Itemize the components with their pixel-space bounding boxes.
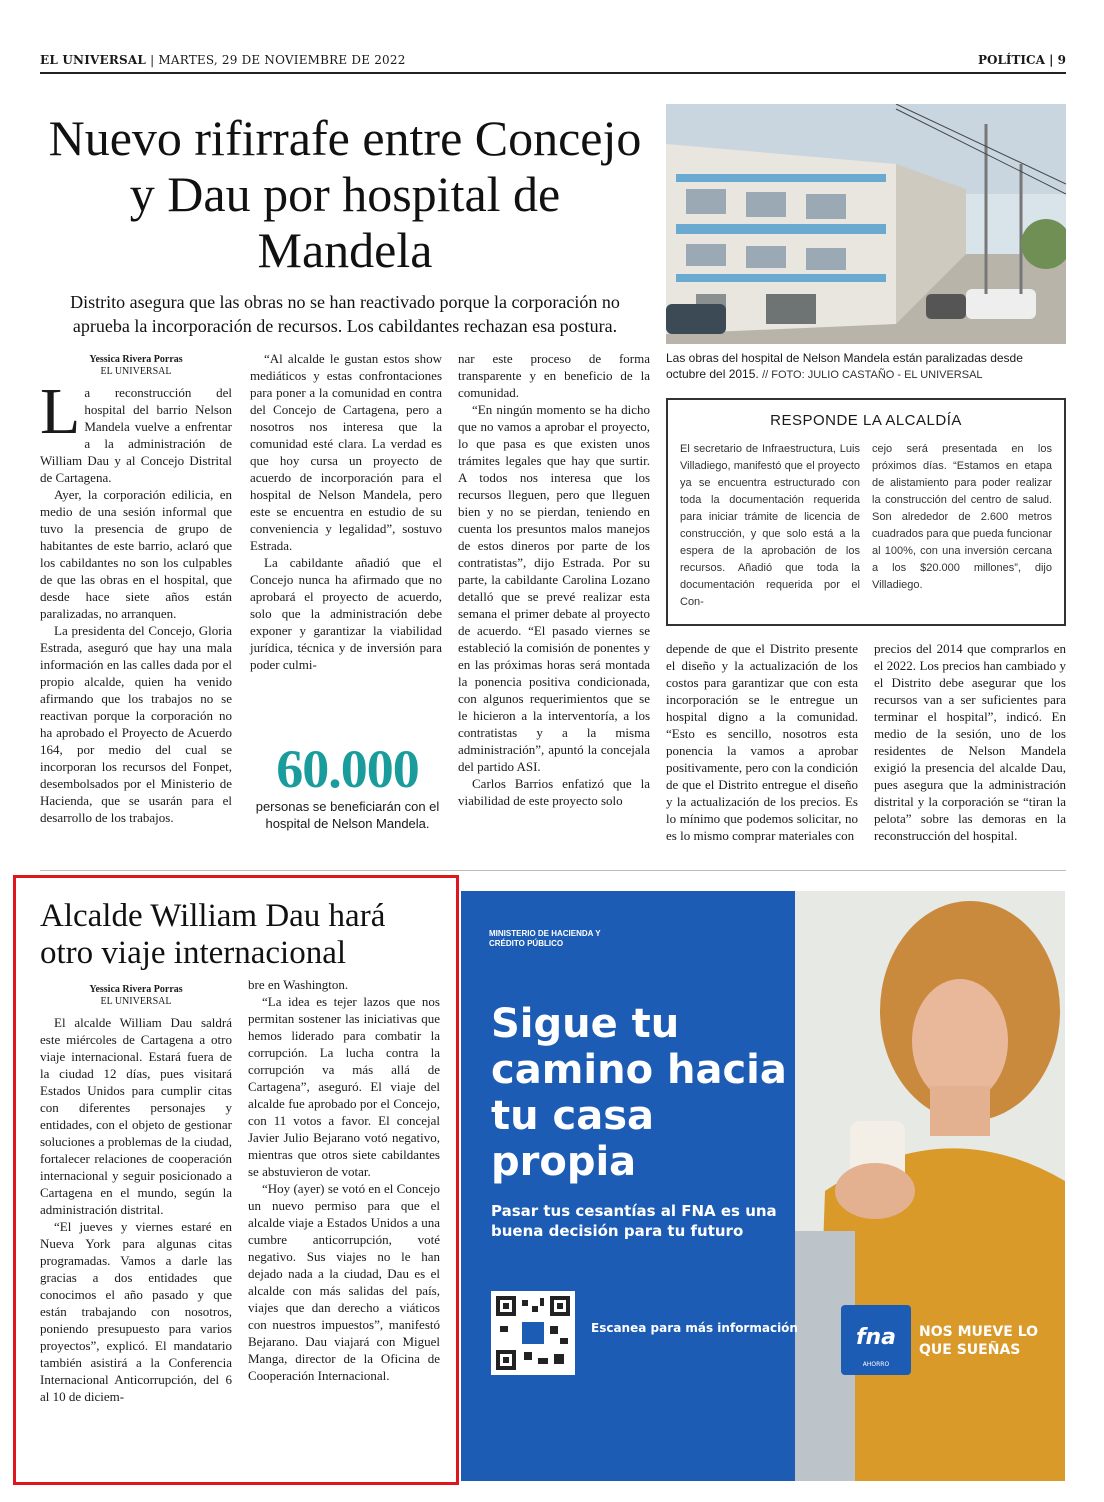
paragraph: precios del 2014 que comprarlos en el 2022. Los precios han cambiado y el Distrito debe asegurar que los recursos van a ser suficientes para terminar el hospital”, indicó. En medio de la sesión, uno de los residentes de Nelson Mandela exigió la presencia del alcalde Dau, pues asegura que la administración distrital y la corporación se “tiran la pelota” sobre las demoras en la reconstrucción del hospital. bbox=[874, 641, 1066, 843]
article-column-2 bbox=[250, 350, 442, 673]
second-author-outlet: EL UNIVERSAL bbox=[100, 996, 172, 1007]
fna-slogan: NOS MUEVE LO QUE SUEÑAS bbox=[919, 1324, 1039, 1358]
page-header: EL UNIVERSAL | MARTES, 29 DE NOVIEMBRE DE 2022 POLÍTICA | 9 bbox=[40, 52, 1066, 74]
newspaper-name: EL UNIVERSAL bbox=[40, 53, 147, 67]
article-column-1: Yessica Rivera Porras EL UNIVERSAL La reconstrucción del hospital del barrio Nelson Mandela vuelve a enfrentar a la administración de William Dau y al Concejo Distrital de Cartagena. Ayer, la corporación edilicia, en medio de una sesión informal que tuvo la presencia de grupo de habitantes de este barrio, aclaró que los cabildantes no son los culpables de que las obras en el hospital, que desde hace siete años están paralizadas, no arranquen. La presidenta del Concejo, Gloria Estrada, aseguró que hay una mala información en las calles dada por el propio alcalde, quien ha venido afirmando que los trabajos no se reactivan porque la corporación no ha aprobado el Proyecto de Acuerdo 164, por medio del cual se incorporan los recursos del Fonpet, desembolsados por el Ministerio de Hacienda, que se usarán para el desarrollo de los trabajos. bbox=[40, 354, 232, 825]
stat-text: personas se beneficiarán con el hospital de Nelson Mandela. bbox=[255, 799, 440, 831]
paragraph: “El jueves y viernes estaré en Nueva York para algunas citas programadas. Vamos a darle las gracias a dos entidades que conocimos el año pasado y que están trabajando con nosotros, poniendo presupuesto para varios proyectos”, explicó. El mandatario también asistirá a la Conferencia Internacional Anticorrupción, del 6 al 10 de diciem- bbox=[40, 1219, 232, 1404]
scan-prompt: Escanea para más información bbox=[591, 1321, 798, 1335]
issue-date: MARTES, 29 DE NOVIEMBRE DE 2022 bbox=[158, 53, 406, 67]
fna-logo-subtext: AHORRO bbox=[862, 1361, 890, 1368]
paragraph: nar este proceso de forma transparente y en beneficio de la comunidad. bbox=[458, 351, 650, 400]
paragraph: Ayer, la corporación edilicia, en medio de una sesión informal que tuvo la presencia de grupo de habitantes de este barrio, aclaró que los cabildantes no son los culpables de que las obras en el hospital, que desde hace siete años están paralizadas, no arranquen. bbox=[40, 487, 232, 621]
paragraph: El alcalde William Dau saldrá este miércoles de Cartagena a otro viaje internacional. Estará fuera de la ciudad 12 días, pues visitará Estados Unidos para cumplir citas con diferentes personajes y entidades, con el objeto de gestionar soluciones a problemas de la ciudad, fortalecer relaciones de cooperación internacional y seguir posicionado a Cartagena en el mundo, según la administración distrital. bbox=[40, 1015, 232, 1217]
hospital-photo-image bbox=[666, 104, 1066, 344]
ministry-label: MINISTERIO DE HACIENDA Y CRÉDITO PÚBLICO bbox=[489, 929, 601, 948]
article-column-5 bbox=[874, 640, 1066, 844]
author-outlet: EL UNIVERSAL bbox=[100, 366, 172, 377]
stat-callout bbox=[250, 740, 445, 832]
paragraph: “Hoy (ayer) se votó en el Concejo un nuevo permiso para que el alcalde viaje a Estados Unidos a una cumbre anticorrupción, voté negativo. Sus viajes no le han dejado nada a la ciudad, Dau es el alcalde con más salidas del país, viajes que dan derecho a viáticos con nuestros impuestos”, manifestó Bejarano. Dau viajará con Miguel Manga, director de la Oficina de Cooperación Internacional. bbox=[248, 1181, 440, 1383]
sidebar-col-1: El secretario de Infraestructura, Luis Villadiego, manifestó que el proyecto ya se encuentra estructurado con toda la documentación requerida para iniciar trámite de licencia de construcción, y que solo está a la espera de la aprobación de los recursos. Añadió que toda la documentación requerida por el Con- bbox=[680, 443, 860, 608]
paragraph: “La idea es tejer lazos que nos permitan sostener las iniciativas que hemos liderado para combatir la corrupción. La lucha contra la corrupción va más allá de Cartagena”, aseguró. El viaje del alcalde fue aprobado por el Concejo, con 11 votos a favor. El concejal Javier Julio Bejarano votó negativo, mientras que otros siete cabildantes se abstuvieron de votar. bbox=[248, 994, 440, 1179]
sidebar-box bbox=[666, 398, 1066, 626]
second-column-1 bbox=[40, 984, 232, 1405]
ad-headline: Sigue tu camino hacia tu casa propia bbox=[491, 1001, 787, 1185]
ad-woman-photo bbox=[795, 891, 1065, 1481]
main-lede: Distrito asegura que las obras no se han reactivado porque la corporación no aprueba la incorporación de recursos. Los cabildantes rechazan esa postura. bbox=[70, 292, 620, 336]
second-author-name: Yessica Rivera Porras bbox=[89, 984, 183, 995]
photo-caption: Las obras del hospital de Nelson Mandela están paralizadas desde octubre del 2015. // FOTO: JULIO CASTAÑO - EL UNIVERSAL bbox=[666, 351, 1023, 381]
second-byline bbox=[40, 984, 232, 1008]
ad-subheadline: Pasar tus cesantías al FNA es una buena decisión para tu futuro bbox=[491, 1202, 777, 1240]
qr-code-icon[interactable] bbox=[491, 1291, 575, 1375]
fna-logo-text: fna bbox=[855, 1325, 897, 1350]
second-column-2 bbox=[248, 976, 440, 1384]
paragraph: bre en Washington. bbox=[248, 977, 349, 992]
page-number: 9 bbox=[1057, 53, 1066, 67]
photo-credit: // FOTO: JULIO CASTAÑO - EL UNIVERSAL bbox=[762, 369, 983, 381]
article-column-4 bbox=[666, 640, 858, 844]
paragraph: “En ningún momento se ha dicho que no vamos a aprobar el proyecto, lo que pasa es que existen unos trámites legales que hay que surtir. A todos nos interesa que los recursos lleguen, pero que lleguen bien y no se pierdan, teniendo en cuenta los presuntos malos manejos de estos dineros por parte de los contratistas”, dijo Estrada. Por su parte, la cabildante Carolina Lozano detalló que se prevé realizar esta semana el primer debate al proyecto de acuerdo. “El pasado viernes se estableció la comisión de ponentes y en las próximas horas será montada la ponencia positiva condicionada, con algunos requerimientos que se le hicieron a la interventoría, a los contratistas y a la misma administración”, apuntó la concejala del partido ASI. bbox=[458, 402, 650, 774]
main-headline: Nuevo rifirrafe entre Concejo y Dau por hospital de Mandela bbox=[48, 110, 642, 278]
sidebar-col-2: cejo será presentada en los próximos días. “Estamos en etapa de alistamiento para poder realizar la construcción del centro de salud. Son alrededor de 2.600 metros cuadrados para que pueda funcionar al 100%, con una inversión cercana a los $20.000 millones”, dijo Villadiego. bbox=[872, 443, 1052, 591]
author-name: Yessica Rivera Porras bbox=[89, 354, 183, 365]
paragraph: La presidenta del Concejo, Gloria Estrada, aseguró que hay una mala información en las calles dada por el propio alcalde, quien ha venido afirmando que los trabajos no se reactivan porque la corporación no ha aprobado el Proyecto de Acuerdo 164, por medio del cual se incorporan los recursos del Fonpet, desembolsados por el Ministerio de Hacienda, que se usarán para el desarrollo de los trabajos. bbox=[40, 623, 232, 825]
drop-cap: L bbox=[40, 375, 81, 448]
paragraph: “Al alcalde le gustan estos show mediáticos y estas confrontaciones para poner a la comunidad en contra del Concejo de Cartagena, pero a nosotros nos interesa que la comunidad esté clara. La verdad es que hoy cursa un proyecto de acuerdo de incorporación para el hospital de Nelson Mandela, pero este se encuentra en estudio de su conveniencia y legalidad”, sostuvo Estrada. bbox=[250, 351, 442, 553]
fna-advertisement[interactable] bbox=[461, 891, 1065, 1481]
paragraph: depende de que el Distrito presente el diseño y la actualización de los costos para garantizar que con esta incorporación se le entregue un hospital digno a la comunidad. “Esto es sencillo, nosotros esta ponencia la vamos a aprobar positivamente, pero con la condición de que el Distrito entregue el diseño y la actualización de los precios. Es lo mínimo que podemos solicitar, no es lo mismo comprar materiales con bbox=[666, 641, 858, 843]
sidebar-title: RESPONDE LA ALCALDÍA bbox=[770, 412, 962, 429]
paragraph: La cabildante añadió que el Concejo nunca ha afirmado que no aprobará el proyecto de acuerdo, solo que la administración debe exponer y garantizar la viabilidad jurídica, técnica y de inversión para poder culmi- bbox=[250, 555, 442, 672]
paragraph: Carlos Barrios enfatizó que la viabilidad de este proyecto solo bbox=[458, 776, 650, 808]
article-column-3 bbox=[458, 350, 650, 809]
stat-number: 60.000 bbox=[276, 739, 419, 799]
section-name: POLÍTICA bbox=[977, 53, 1045, 67]
hospital-photo bbox=[666, 104, 1066, 344]
section-divider bbox=[40, 870, 1066, 871]
second-headline: Alcalde William Dau hará otro viaje internacional bbox=[40, 898, 386, 971]
